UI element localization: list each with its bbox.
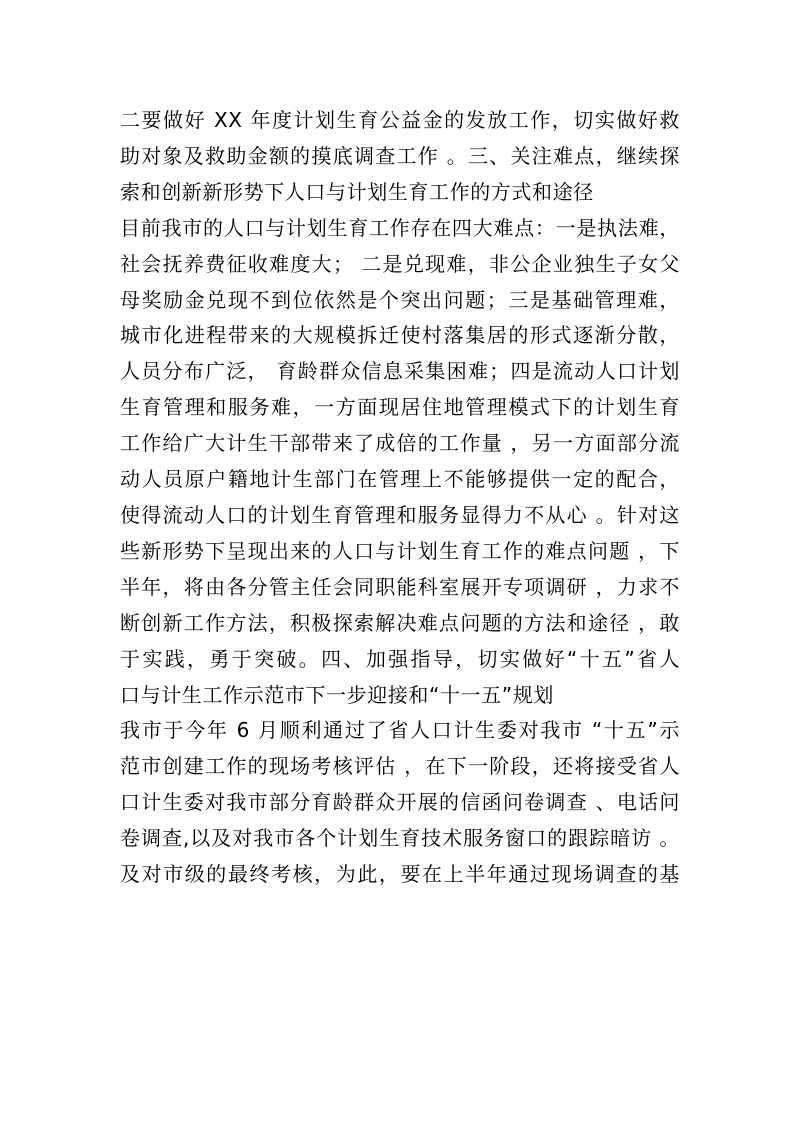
text-line: 生育管理和服务难，一方面现居住地管理模式下的计划生育 [120,395,680,420]
text-line: 半年，将由各分管主任会同职能科室展开专项调研 ，力求不 [120,574,680,599]
text-line: 社会抚养费征收难度大； 二是兑现难，非公企业独生子女父 [120,251,680,276]
text-line: 母奖励金兑现不到位依然是个突出问题；三是基础管理难， [120,287,680,312]
text-line: 于实践，勇于突破。四、加强指导，切实做好“十五”省人 [120,646,680,671]
text-line: 二要做好 XX 年度计划生育公益金的发放工作，切实做好救 [120,108,680,132]
text-line: 城市化进程带来的大规模拆迁使村落集居的形式逐渐分散， [120,323,680,348]
text-line: 目前我市的人口与计划生育工作存在四大难点：一是执法难， [120,215,680,240]
text-line: 使得流动人口的计划生育管理和服务显得力不从心 。针对这 [120,502,680,527]
text-line: 范市创建工作的现场考核评估 ，在下一阶段，还将接受省人 [120,754,680,779]
text-line: 口与计生工作示范市下一步迎接和“十一五”规划 [120,682,554,707]
text-line: 及对市级的最终考核，为此，要在上半年通过现场调查的基 [120,862,680,887]
text-line: 我市于今年 6 月顺利通过了省人口计生委对我市 “十五”示 [120,718,680,743]
text-line: 人员分布广泛， 育龄群众信息采集困难；四是流动人口计划 [120,359,680,384]
text-line: 索和创新新形势下人口与计划生育工作的方式和途径 [120,179,594,204]
text-line: 些新形势下呈现出来的人口与计划生育工作的难点问题 ，下 [120,538,680,563]
text-line: 断创新工作方法，积极探索解决难点问题的方法和途径 ，敢 [120,610,680,635]
text-line: 口计生委对我市部分育龄群众开展的信函问卷调查 、电话问 [120,790,680,815]
text-line: 助对象及救助金额的摸底调查工作 。三、关注难点，继续探 [120,143,680,168]
text-line: 工作给广大计生干部带来了成倍的工作量 ，另一方面部分流 [120,431,680,456]
body-text [120,103,680,893]
text-line: 卷调查,以及对我市各个计划生育技术服务窗口的跟踪暗访 。 [120,826,680,851]
text-line: 动人员原户籍地计生部门在管理上不能够提供一定的配合， [120,467,680,492]
